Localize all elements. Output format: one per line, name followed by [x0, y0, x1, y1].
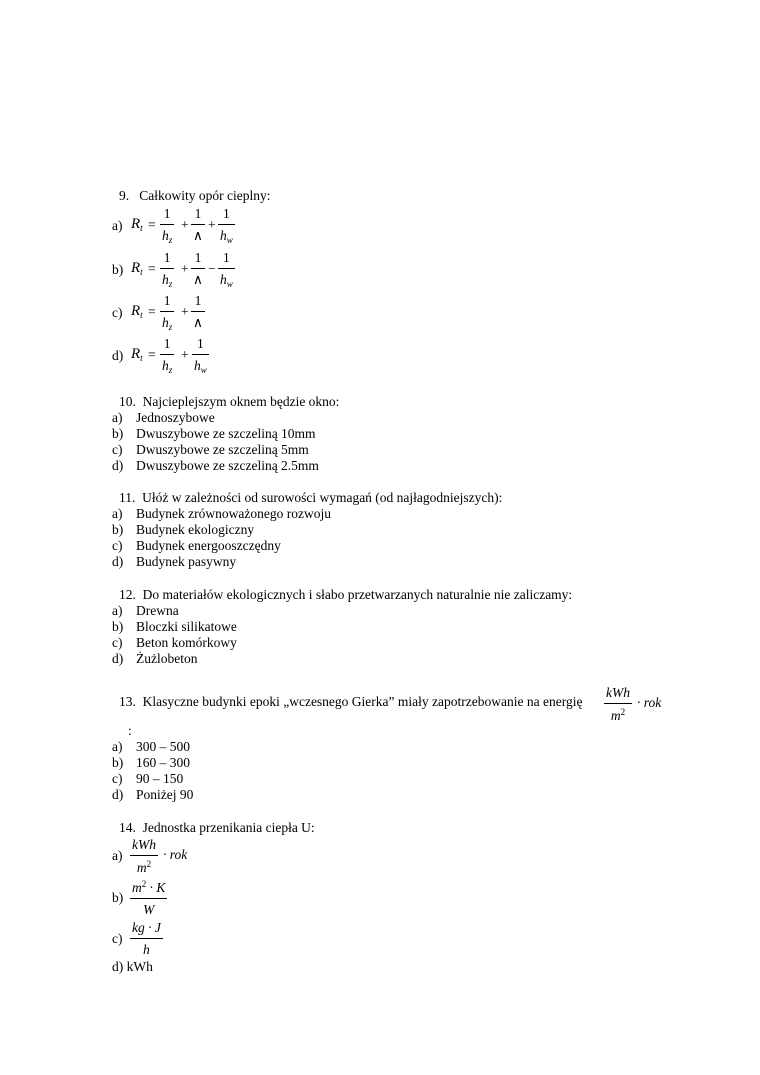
q14-b-letter: b) [112, 890, 124, 905]
q9-d-frac2: 1 $h_w$ [194, 336, 207, 375]
q13-d-letter: d) [112, 787, 124, 802]
q9-b-rt: $R_t$ [131, 260, 143, 277]
q9-c-frac1: 1 $h_z$ [162, 293, 173, 332]
q9-b-op1: + [181, 261, 189, 276]
q14-a-letter: a) [112, 848, 123, 863]
q12-b-text: Bloczki silikatowe [136, 619, 237, 634]
q10-c-letter: c) [112, 442, 123, 457]
q14-title: 14. Jednostka przenikania ciepła U: [119, 820, 315, 835]
q14-b-frac: $m^2 \cdot K$ W [132, 879, 166, 917]
q9-a-op1: + [181, 217, 189, 232]
q13-title: 13. Klasyczne budynki epoki „wczesnego Gierka” miały zapotrzebowanie na energię [119, 694, 583, 709]
q9-title: 9. Całkowity opór cieplny: [119, 188, 271, 203]
q12-title: 12. Do materiałów ekologicznych i słabo przetwarzanych naturalnie nie zaliczamy: [119, 587, 573, 602]
q11-a-text: Budynek zrównoważonego rozwoju [136, 506, 331, 521]
q9-a-rt: $R_t$ [131, 216, 143, 233]
q9-a-letter: a) [112, 218, 123, 233]
q10-title: 10. Najcieplejszym oknem będzie okno: [119, 394, 340, 409]
q10-c-text: Dwuszybowe ze szczeliną 5mm [136, 442, 309, 457]
q9-c-rt: $R_t$ [131, 303, 143, 320]
q9-b-frac2: 1 ∧ [193, 250, 203, 287]
q10-a-letter: a) [112, 410, 123, 425]
q10-d-text: Dwuszybowe ze szczeliną 2.5mm [136, 458, 319, 473]
q9-d-letter: d) [112, 348, 124, 363]
q13-c-letter: c) [112, 771, 123, 786]
q9-a-frac1: 1 $h_z$ [162, 206, 173, 245]
q14-c-frac: kg · J h [132, 920, 161, 957]
q9-a-frac2: 1 ∧ [193, 206, 203, 243]
q9-d-op1: + [181, 347, 189, 362]
q9-b-frac1: 1 $h_z$ [162, 250, 173, 289]
q9-b-letter: b) [112, 262, 124, 277]
q11-title: 11. Ułóż w zależności od surowości wymagań (od najłagodniejszych): [119, 490, 503, 505]
q10-b-letter: b) [112, 426, 124, 441]
q14-option-d: d) kWh [112, 959, 153, 974]
q9-a-eq: = [148, 217, 156, 232]
q9-b-op2: − [208, 261, 216, 276]
q10-d-letter: d) [112, 458, 124, 473]
q13-a-text: 300 – 500 [136, 739, 190, 754]
q9-c-letter: c) [112, 305, 123, 320]
q9-a-frac3: 1 $h_w$ [220, 206, 233, 245]
q11-c-letter: c) [112, 538, 123, 553]
q13-b-text: 160 – 300 [136, 755, 190, 770]
q13-b-letter: b) [112, 755, 124, 770]
q13-unit-frac: kWh $m^2$ [606, 685, 630, 723]
q14-c-letter: c) [112, 931, 123, 946]
q12-c-letter: c) [112, 635, 123, 650]
q9-c-op1: + [181, 304, 189, 319]
q9-b-eq: = [148, 261, 156, 276]
q10-b-text: Dwuszybowe ze szczeliną 10mm [136, 426, 316, 441]
q11-c-text: Budynek energooszczędny [136, 538, 281, 553]
q13-colon: : [128, 723, 132, 738]
q13-c-text: 90 – 150 [136, 771, 184, 786]
q12-a-text: Drewna [136, 603, 179, 618]
q9-b-frac3: 1 $h_w$ [220, 250, 233, 289]
q14-a-tail: · rok [163, 847, 188, 862]
q9-c-frac2: 1 ∧ [193, 293, 203, 330]
q11-b-letter: b) [112, 522, 124, 537]
q11-a-letter: a) [112, 506, 123, 521]
q11-d-text: Budynek pasywny [136, 554, 237, 569]
q12-b-letter: b) [112, 619, 124, 634]
q12-d-letter: d) [112, 651, 124, 666]
q9-d-rt: $R_t$ [131, 346, 143, 363]
q9-d-frac1: 1 $h_z$ [162, 336, 173, 375]
q9-a-op2: + [208, 217, 216, 232]
q14-a-frac: kWh $m^2$ [132, 837, 156, 875]
q9-c-eq: = [148, 304, 156, 319]
q9-d-eq: = [148, 347, 156, 362]
q12-c-text: Beton komórkowy [136, 635, 237, 650]
q13-unit-tail: · rok [637, 695, 662, 710]
q13-a-letter: a) [112, 739, 123, 754]
q11-b-text: Budynek ekologiczny [136, 522, 255, 537]
q11-d-letter: d) [112, 554, 124, 569]
q10-a-text: Jednoszybowe [136, 410, 215, 425]
q12-d-text: Żużlobeton [136, 651, 198, 666]
q12-a-letter: a) [112, 603, 123, 618]
q13-d-text: Poniżej 90 [136, 787, 194, 802]
